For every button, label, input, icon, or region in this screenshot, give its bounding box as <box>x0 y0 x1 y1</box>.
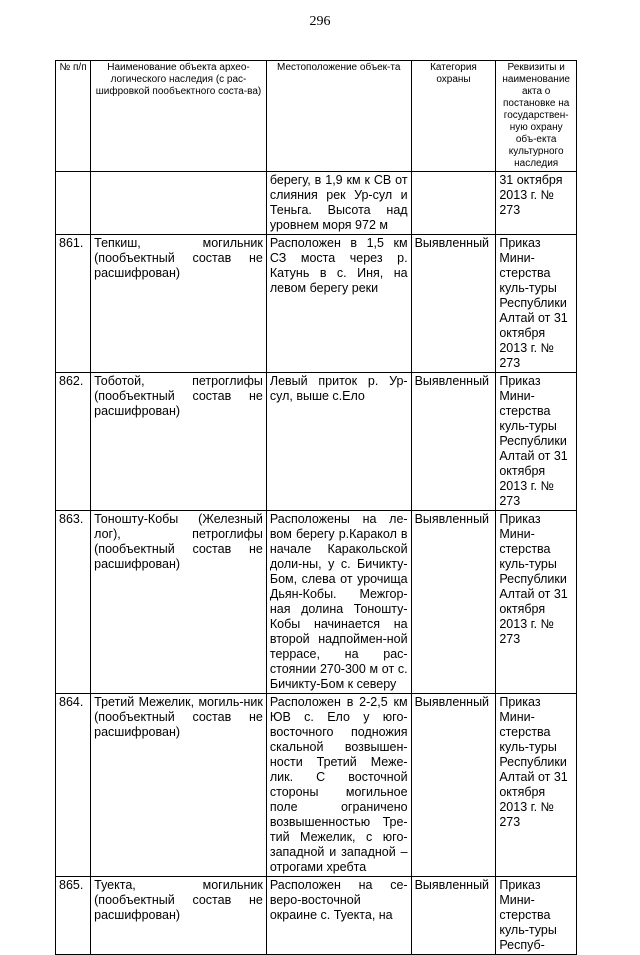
cell-num: 864. <box>56 694 91 877</box>
cell-num: 862. <box>56 373 91 511</box>
header-name: Наименование объекта архео-логического наследия (с рас-шифровкой пообъектного соста-ва) <box>91 61 267 172</box>
table-row <box>56 373 577 511</box>
header-location: Местоположение объек-та <box>266 61 411 172</box>
table-row <box>56 172 577 235</box>
cell-name: Тоношту-Кобы (Железный лог), петроглифы (пообъектный состав не расшифрован) <box>91 511 267 694</box>
cell-name: Тепкиш, могильник (пообъектный состав не расшифрован) <box>91 235 267 373</box>
cell-location: Левый приток р. Ур-сул, выше с.Ело <box>266 373 411 511</box>
header-requisites: Реквизиты и наименование акта о постановке на государствен-ную охрану объ-екта культурного наследия <box>496 61 577 172</box>
cell-name: Третий Межелик, могиль-ник (пообъектный состав не расшифрован) <box>91 694 267 877</box>
cell-requisites: Приказ Мини-стерства куль-туры Республики Алтай от 31 октября 2013 г. № 273 <box>496 373 577 511</box>
cell-num <box>56 172 91 235</box>
cell-requisites: Приказ Мини-стерства куль-туры Республики Алтай от 31 октября 2013 г. № 273 <box>496 235 577 373</box>
table-row <box>56 694 577 877</box>
cell-requisites: Приказ Мини-стерства куль-туры Республики Алтай от 31 октября 2013 г. № 273 <box>496 511 577 694</box>
cell-requisites: Приказ Мини-стерства куль-туры Республики Алтай от 31 октября 2013 г. № 273 <box>496 694 577 877</box>
table-row <box>56 877 577 955</box>
cell-location: Расположен в 2-2,5 км ЮВ с. Ело у юго-восточного подножия скальной возвышен-ности Третий Меже-лик. С восточной стороны могильное поле ограничено возвышенностью Тре-тий Межелик, с юго-западной и западной – отрогами хребта <box>266 694 411 877</box>
cell-location: Расположен на се-веро-восточной окраине с. Туекта, на <box>266 877 411 955</box>
header-category: Категория охраны <box>411 61 496 172</box>
cell-num: 861. <box>56 235 91 373</box>
cell-category <box>411 172 496 235</box>
table-row <box>56 235 577 373</box>
cell-num: 863. <box>56 511 91 694</box>
cell-location: Расположен в 1,5 км СЗ моста через р. Катунь в с. Иня, на левом берегу реки <box>266 235 411 373</box>
cell-requisites: Приказ Мини-стерства куль-туры Респуб- <box>496 877 577 955</box>
cell-name: Туекта, могильник (пообъектный состав не расшифрован) <box>91 877 267 955</box>
table-row <box>56 511 577 694</box>
cell-requisites: 31 октября 2013 г. № 273 <box>496 172 577 235</box>
cell-category: Выявленный <box>411 373 496 511</box>
header-num: № п/п <box>56 61 91 172</box>
page-number: 296 <box>309 14 331 29</box>
cell-category: Выявленный <box>411 235 496 373</box>
cell-num: 865. <box>56 877 91 955</box>
table-header-row <box>56 61 577 172</box>
cell-location: Расположены на ле-вом берегу р.Каракол в начале Каракольской доли-ны, у с. Бичикту-Бом, слева от урочища Дьян-Кобы. Межгор-ная долина Тоношту-Кобы начинается на второй надпоймен-ной террасе, на рас-стоянии 270-300 м от с. Бичикту-Бом к северу <box>266 511 411 694</box>
cell-category: Выявленный <box>411 877 496 955</box>
cell-location: берегу, в 1,9 км к СВ от слияния рек Ур-сул и Теньга. Высота над уровнем моря 972 м <box>266 172 411 235</box>
cell-name: Тоботой, петроглифы (пообъектный состав не расшифрован) <box>91 373 267 511</box>
cell-category: Выявленный <box>411 511 496 694</box>
cell-name <box>91 172 267 235</box>
heritage-objects-table <box>55 60 577 955</box>
cell-category: Выявленный <box>411 694 496 877</box>
